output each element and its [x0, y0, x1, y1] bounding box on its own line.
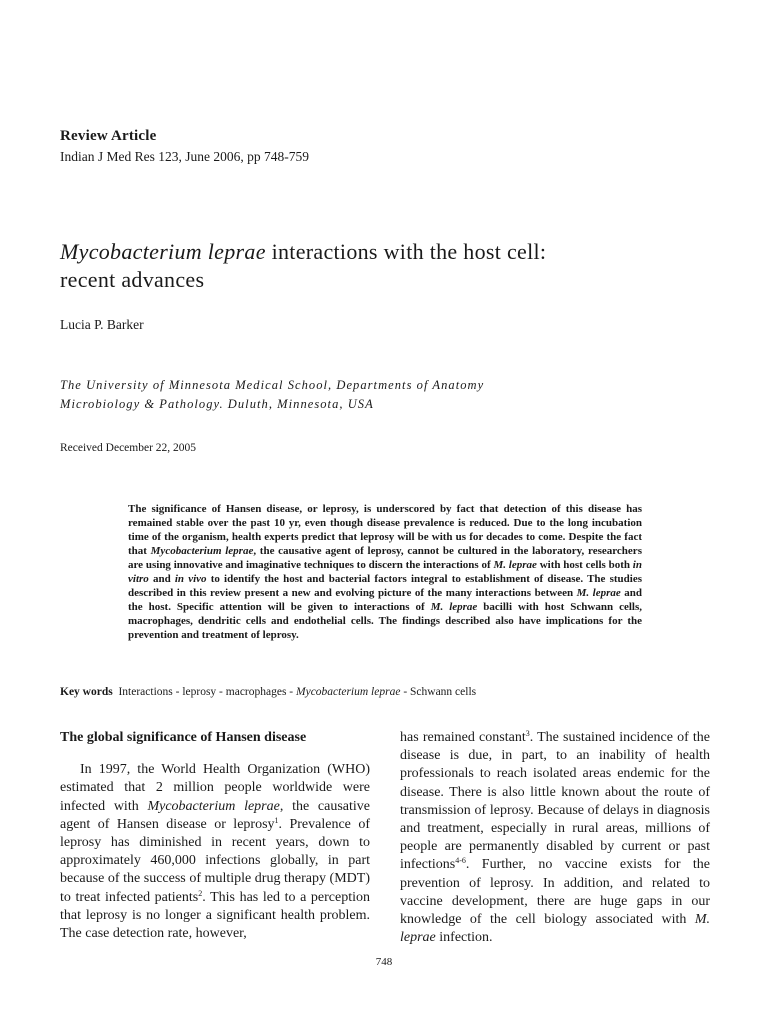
journal-citation: Indian J Med Res 123, June 2006, pp 748-759: [60, 149, 309, 164]
abstract-sci-term: Mycobacterium leprae: [150, 545, 254, 557]
citation-ref: 2: [198, 888, 203, 898]
abstract-sci-term: M. leprae: [430, 601, 478, 613]
keywords-label: Key words: [60, 686, 113, 698]
keywords-terms: Interactions - leprosy - macrophages -: [118, 686, 297, 698]
abstract-text: and: [148, 573, 175, 585]
body-sci-term: M. leprae: [400, 912, 710, 946]
keywords-end: - Schwann cells: [400, 686, 477, 698]
article-title: [60, 238, 710, 294]
abstract-paragraph: [128, 502, 642, 642]
title-organism: Mycobacterium leprae: [60, 239, 266, 264]
body-text: . Prevalence of leprosy has diminished in recent years, down to approximately 460,000 infections globally, in part because of the success of multiple drug therapy (MDT) to treat infected patients: [60, 816, 370, 905]
page-number: 748: [375, 956, 393, 968]
received-date: Received December 22, 2005: [60, 442, 197, 454]
body-text: , the causative agent of Hansen disease or leprosy: [60, 798, 371, 832]
section-heading: The global significance of Hansen disease: [60, 730, 307, 745]
article-type-label: Review Article: [60, 128, 157, 144]
body-sci-term: Mycobacterium leprae: [147, 798, 280, 814]
abstract-latin-term: in vitro: [128, 559, 642, 585]
body-column-left: [60, 729, 370, 943]
body-text: . This has led to a perception that leprosy is no longer a significant health problem. The case detection rate, however,: [60, 889, 371, 942]
body-text: infection.: [435, 930, 493, 946]
body-paragraph: [60, 761, 370, 943]
citation-ref: 3: [525, 729, 530, 738]
abstract-latin-term: in vivo: [174, 573, 207, 585]
abstract-text: with host cells both: [536, 559, 633, 571]
body-text: has remained constant: [400, 730, 526, 745]
body-paragraph-continued: [400, 729, 710, 947]
affiliation-line1: The University of Minnesota Medical School, Departments of Anatomy: [60, 378, 485, 392]
title-line2: recent advances: [60, 267, 205, 292]
author-name: Lucia P. Barker: [60, 317, 144, 332]
affiliation-line2: Microbiology & Pathology. Duluth, Minnesota, USA: [60, 397, 374, 411]
abstract-text: to identify the host and bacterial factors integral to establishment of disease. The studies described in this review present a new and evolving picture of the many interactions between: [128, 573, 642, 599]
abstract-text: , the causative agent of leprosy, cannot be cultured in the laboratory, researchers are using innovative and imaginative techniques to discern the interactions of: [128, 545, 642, 571]
citation-ref: 1: [274, 815, 279, 825]
body-text: . The sustained incidence of the disease is due, in part, to an inability of health professionals to reach isolated areas endemic for the disease. There is also little known about the route of transmission of leprosy. Because of delays in diagnosis and treatment, especially in rural areas, millions of people are permanently disabled by current or past infections: [400, 730, 710, 873]
abstract-text: The significance of Hansen disease, or leprosy, is underscored by fact that detection of this disease has remained stable over the past 10 yr, even though disease prevalence is reduced. Due to the long incubation time of the organism, health experts predict that leprosy will be with us for decades to come. Despite the fact that: [128, 503, 642, 557]
body-text: . Further, no vaccine exists for the prevention of leprosy. In addition, and related to vaccine development, there are huge gaps in our knowledge of the cell biology associated with: [400, 857, 710, 928]
body-text: In 1997, the World Health Organization (WHO) estimated that 2 million people worldwide were infected with: [60, 762, 370, 814]
abstract-text: bacilli with host Schwann cells, macrophages, dendritic cells and endothelial cells. The findings described also have implications for the prevention and treatment of leprosy.: [128, 601, 642, 641]
author-affiliation: [60, 376, 710, 414]
keywords-sci-term: Mycobacterium leprae: [296, 686, 401, 698]
abstract: [128, 502, 642, 642]
abstract-text: and the host. Specific attention will be given to interactions of: [128, 587, 642, 613]
abstract-sci-term: M. leprae: [576, 587, 621, 599]
citation-ref: 4-6: [455, 856, 466, 866]
body-column-right: [400, 729, 710, 947]
keywords-line: [60, 686, 476, 698]
title-line1-rest: interactions with the host cell:: [265, 239, 547, 264]
abstract-sci-term: M. leprae: [493, 559, 537, 571]
